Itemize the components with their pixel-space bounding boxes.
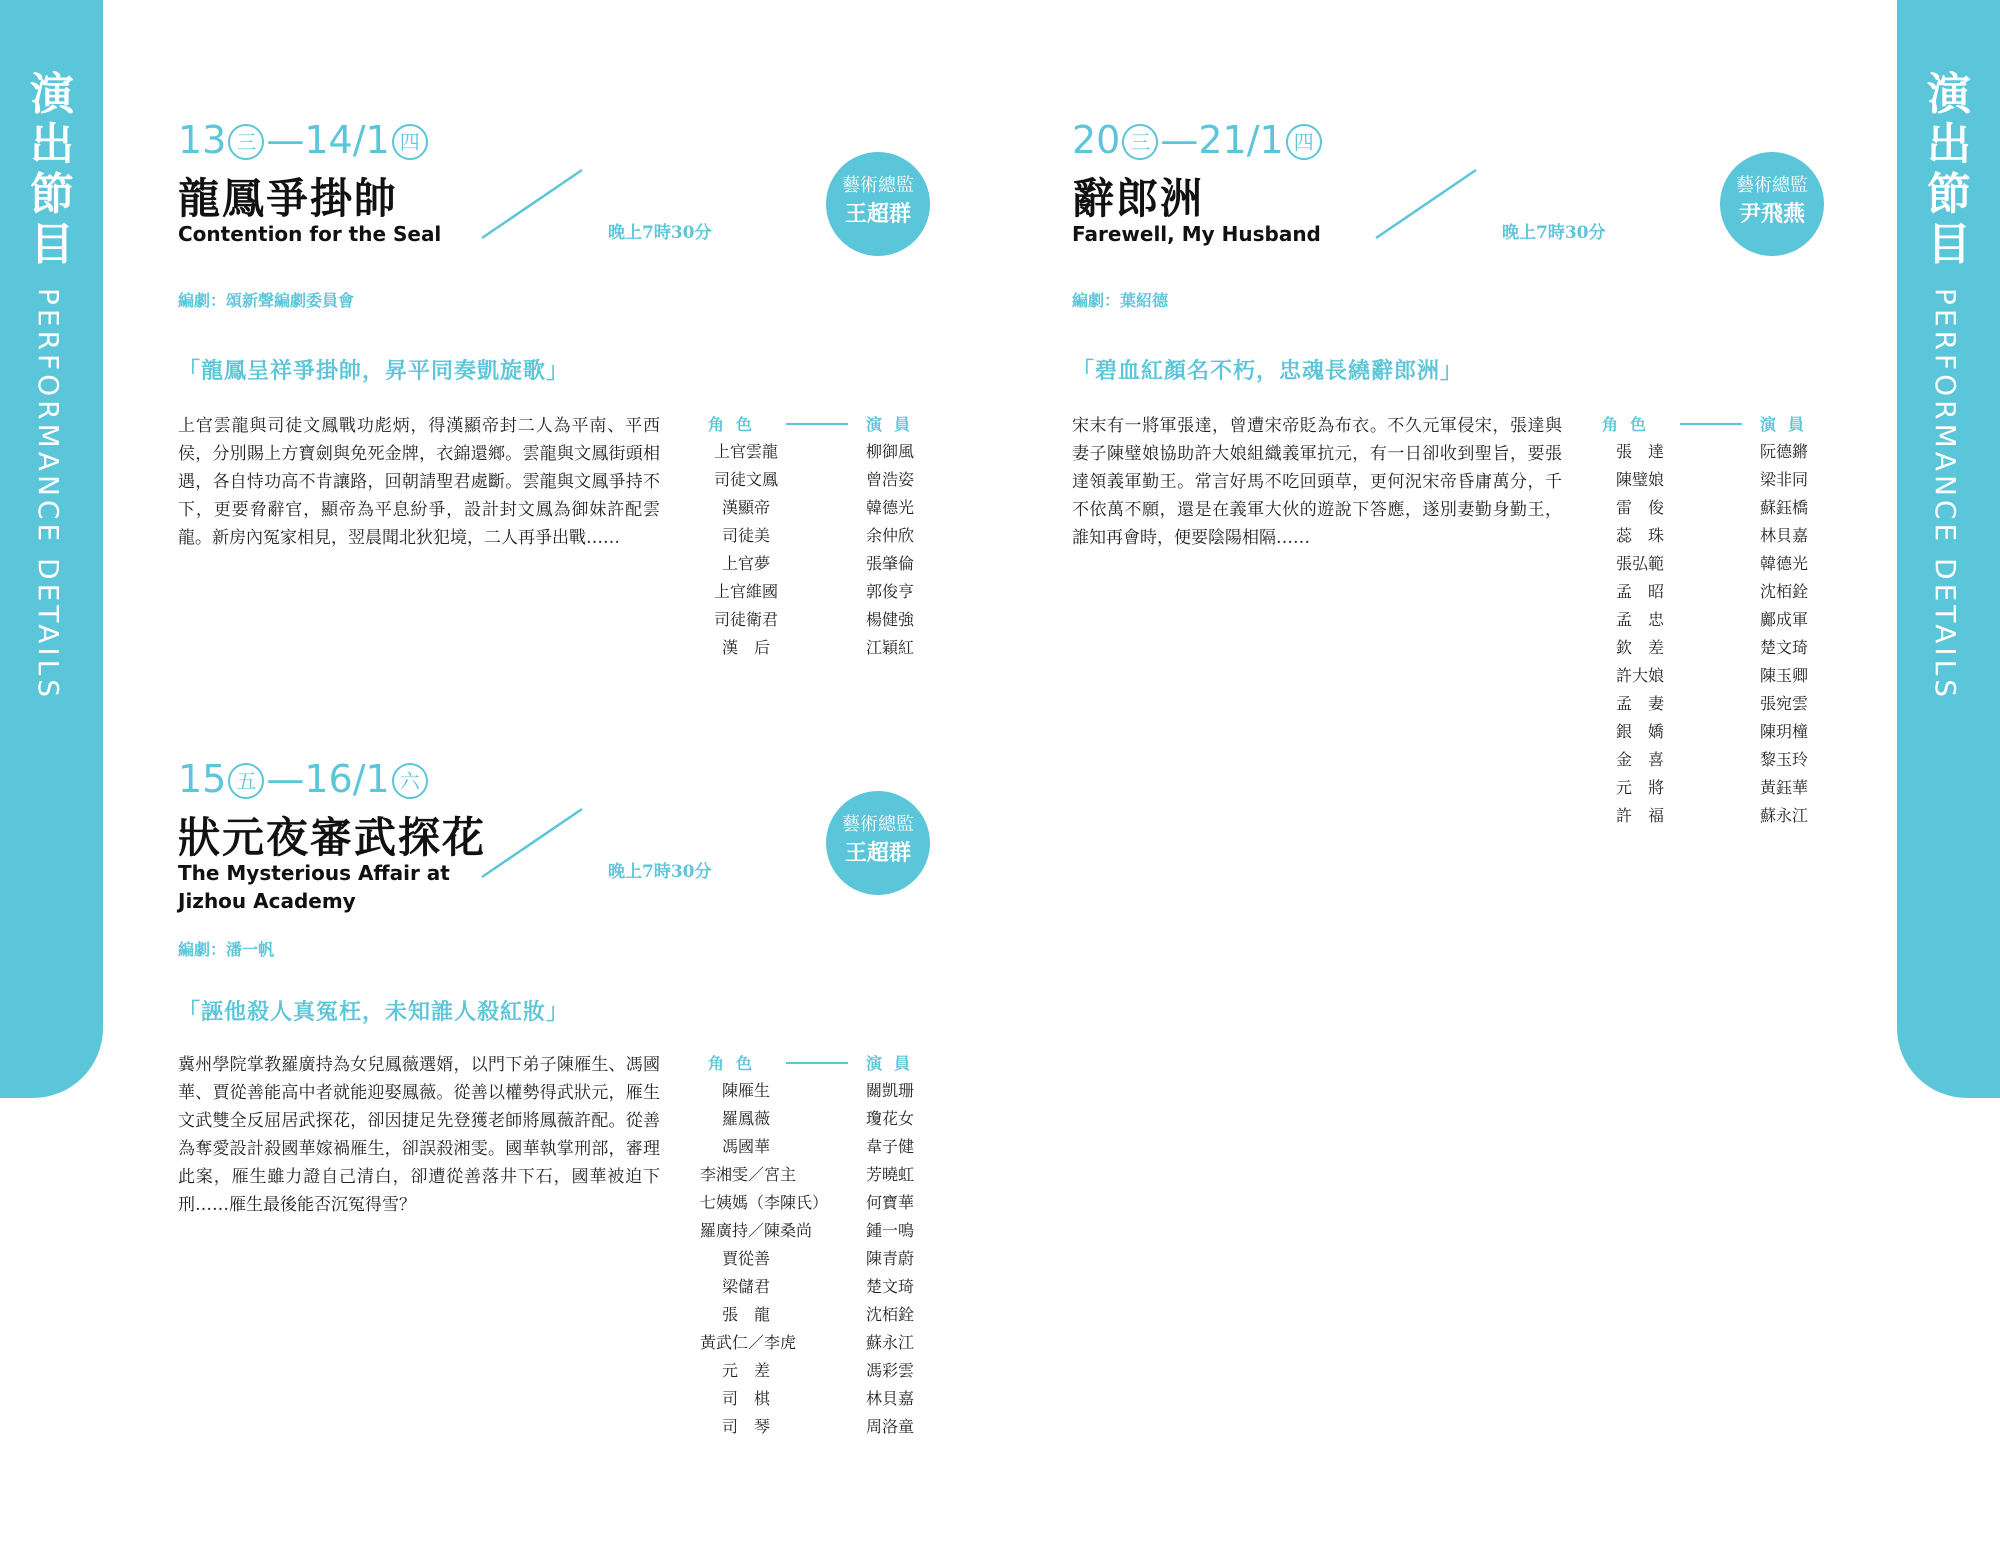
cast-role: 司 棋	[721, 1389, 770, 1408]
cast-actor: 楚文琦	[1759, 638, 1808, 657]
cast-list	[700, 412, 930, 662]
cast-actor: 沈栢銓	[1759, 582, 1808, 601]
cast-role: 司徒衛君	[713, 610, 778, 629]
decorative-slash	[480, 168, 584, 240]
cast-actor: 阮德鏘	[1759, 442, 1808, 461]
cast-role: 張 龍	[721, 1305, 770, 1324]
cast-actor: 韓德光	[1759, 554, 1808, 573]
cast-actor: 林貝嘉	[1759, 526, 1808, 545]
weekday-badge: 六	[392, 763, 428, 799]
cast-role: 黃武仁／李虎	[700, 1333, 797, 1352]
cast-row	[700, 1413, 930, 1441]
cast-actor-header: 演員	[866, 415, 923, 434]
side-tab-title-en: PERFORMANCE DETAILS	[1929, 288, 1962, 701]
cast-header-divider	[1680, 423, 1742, 425]
cast-role: 賈從善	[721, 1249, 770, 1268]
cast-header	[1594, 412, 1824, 438]
cast-role: 司徒文鳳	[713, 470, 778, 489]
cast-actor: 陳玉卿	[1759, 666, 1808, 685]
cast-actor: 林貝嘉	[865, 1389, 914, 1408]
cast-row	[700, 634, 930, 662]
cast-row	[700, 1189, 930, 1217]
cast-actor: 梁非同	[1759, 470, 1808, 489]
cast-actor: 張肇倫	[865, 554, 914, 573]
cast-actor: 張宛雲	[1759, 694, 1808, 713]
cast-actor-header: 演員	[1760, 415, 1817, 434]
cast-row	[700, 1301, 930, 1329]
show-title-en: The Mysterious Affair at Jizhou Academy	[178, 861, 450, 913]
cast-row	[1594, 718, 1824, 746]
artistic-director-badge	[826, 152, 930, 256]
cast-role: 金 喜	[1615, 750, 1664, 769]
cast-row	[700, 494, 930, 522]
badge-label: 藝術總監	[1736, 175, 1808, 196]
cast-actor: 曾浩姿	[865, 470, 914, 489]
cast-actor: 蘇鈺橋	[1759, 498, 1808, 517]
cast-row	[1594, 774, 1824, 802]
cast-role: 蕊 珠	[1615, 526, 1664, 545]
cast-actor: 余仲欣	[865, 526, 914, 545]
cast-actor: 陳青蔚	[865, 1249, 914, 1268]
cast-actor: 蘇永江	[1759, 806, 1808, 825]
cast-row	[1594, 550, 1824, 578]
cast-actor: 楚文琦	[865, 1277, 914, 1296]
cast-role: 元 差	[721, 1361, 770, 1380]
cast-row	[700, 1105, 930, 1133]
show-date: 20 三 —21/1 四	[1072, 118, 1324, 162]
cast-actor-header: 演員	[866, 1054, 923, 1073]
cast-role: 陳雁生	[721, 1081, 770, 1100]
badge-name: 王超群	[844, 840, 911, 866]
cast-role: 上官維國	[713, 582, 778, 601]
cast-role: 梁儲君	[721, 1277, 770, 1296]
cast-row	[700, 1357, 930, 1385]
cast-list	[700, 1051, 930, 1441]
cast-role: 孟 忠	[1615, 610, 1664, 629]
cast-role: 司徒美	[721, 526, 770, 545]
show-time: 晚上7時30分	[608, 862, 712, 882]
cast-role: 張弘範	[1615, 554, 1664, 573]
cast-role: 上官夢	[721, 554, 770, 573]
artistic-director-badge	[826, 791, 930, 895]
cast-row	[1594, 634, 1824, 662]
side-tab-left	[0, 0, 103, 1098]
weekday-badge: 三	[1122, 124, 1158, 160]
cast-role: 陳璧娘	[1615, 470, 1664, 489]
decorative-slash	[480, 807, 584, 879]
cast-actor: 楊健強	[865, 610, 914, 629]
cast-actor: 馮彩雲	[865, 1361, 914, 1380]
cast-role: 上官雲龍	[713, 442, 778, 461]
weekday-badge: 五	[228, 763, 264, 799]
cast-row	[700, 438, 930, 466]
cast-row	[1594, 466, 1824, 494]
cast-row	[1594, 578, 1824, 606]
cast-actor: 蘇永江	[865, 1333, 914, 1352]
weekday-badge: 四	[1286, 124, 1322, 160]
cast-role: 許大娘	[1615, 666, 1664, 685]
cast-header	[700, 1051, 930, 1077]
cast-row	[700, 1385, 930, 1413]
weekday-badge: 四	[392, 124, 428, 160]
badge-name: 尹飛燕	[1738, 201, 1805, 227]
cast-actor: 郭俊亨	[865, 582, 914, 601]
show-title-zh: 辭郎洲	[1072, 174, 1205, 223]
cast-header	[700, 412, 930, 438]
cast-row	[700, 1329, 930, 1357]
cast-role: 張 達	[1615, 442, 1664, 461]
cast-role: 李湘雯／宮主	[700, 1165, 797, 1184]
show-quote: 「誣他殺人真冤枉，未知誰人殺紅妝」	[178, 999, 570, 1025]
cast-role: 羅廣持／陳桑尚	[700, 1221, 813, 1240]
cast-role-header: 角色	[708, 415, 765, 434]
show-block	[178, 118, 958, 818]
cast-actor: 韓德光	[865, 498, 914, 517]
cast-list	[1594, 412, 1824, 830]
cast-row	[1594, 438, 1824, 466]
badge-label: 藝術總監	[842, 814, 914, 835]
artistic-director-badge	[1720, 152, 1824, 256]
show-title-en: Farewell, My Husband	[1072, 222, 1321, 246]
cast-role: 漢 后	[721, 638, 770, 657]
cast-header-divider	[786, 423, 848, 425]
show-writer: 編劇：潘一帆	[178, 940, 275, 959]
show-quote: 「龍鳳呈祥爭掛帥，昇平同奏凱旋歌」	[178, 358, 570, 384]
cast-role: 羅鳳薇	[721, 1109, 770, 1128]
weekday-badge: 三	[228, 124, 264, 160]
cast-actor: 韋子健	[865, 1137, 914, 1156]
show-title-zh: 龍鳳爭掛帥	[178, 174, 399, 223]
cast-role: 元 將	[1615, 778, 1664, 797]
cast-header-divider	[786, 1062, 848, 1064]
cast-role-header: 角色	[708, 1054, 765, 1073]
cast-actor: 芳曉虹	[865, 1165, 914, 1184]
cast-actor: 柳御風	[865, 442, 914, 461]
cast-row	[700, 1273, 930, 1301]
cast-row	[700, 550, 930, 578]
badge-label: 藝術總監	[842, 175, 914, 196]
cast-row	[700, 522, 930, 550]
cast-row	[700, 578, 930, 606]
side-tab-title-zh: 演出節目	[30, 69, 74, 270]
cast-role: 孟 昭	[1615, 582, 1664, 601]
cast-role: 雷 俊	[1615, 498, 1664, 517]
show-synopsis: 上官雲龍與司徒文鳳戰功彪炳，得漢顯帝封二人為平南、平西侯，分別賜上方寶劍與免死金牌，衣錦還鄉。雲龍與文鳳街頭相遇，各自恃功高不肯讓路，回朝請聖君處斷。雲龍與文鳳爭持不下，更要脅辭官，顯帝為平息紛爭，設計封文鳳為御妹許配雲龍。新房內冤家相見，翌晨聞北狄犯境，二人再爭出戰……	[178, 416, 660, 548]
cast-actor: 何寶華	[865, 1193, 914, 1212]
cast-role: 欽 差	[1615, 638, 1664, 657]
cast-row	[700, 1245, 930, 1273]
cast-actor: 關凱珊	[865, 1081, 914, 1100]
cast-role: 司 琴	[721, 1417, 770, 1436]
side-tab-title-en: PERFORMANCE DETAILS	[32, 288, 65, 701]
show-synopsis: 冀州學院掌教羅廣持為女兒鳳薇選婿，以門下弟子陳雁生、馮國華、賈從善能高中者就能迎娶鳳薇。從善以權勢得武狀元，雁生文武雙全反屈居武探花，卻因捷足先登獲老師將鳳薇許配。從善為奪愛設計殺國華嫁禍雁生，卻誤殺湘雯。國華執掌刑部，審理此案，雁生雖力證自己清白，卻遭從善落井下石，國華被迫下刑……雁生最後能否沉冤得雪？	[178, 1055, 660, 1215]
show-title-zh: 狀元夜審武探花	[178, 813, 487, 862]
show-writer: 編劇：頌新聲編劇委員會	[178, 291, 355, 310]
cast-actor: 瓊花女	[865, 1109, 914, 1128]
cast-actor: 江穎紅	[865, 638, 914, 657]
cast-role: 許 福	[1615, 806, 1664, 825]
side-tab-right	[1897, 0, 2000, 1098]
show-time: 晚上7時30分	[1502, 223, 1606, 243]
cast-row	[1594, 606, 1824, 634]
cast-role-header: 角色	[1602, 415, 1659, 434]
cast-actor: 黎玉玲	[1759, 750, 1808, 769]
show-time: 晚上7時30分	[608, 223, 712, 243]
side-tab-title-zh: 演出節目	[1927, 69, 1971, 270]
cast-row	[700, 1077, 930, 1105]
show-date: 15 五 —16/1 六	[178, 757, 430, 801]
show-date: 13 三 —14/1 四	[178, 118, 430, 162]
cast-actor: 周洛童	[865, 1417, 914, 1436]
cast-role: 銀 嬌	[1615, 722, 1664, 741]
badge-name: 王超群	[844, 201, 911, 227]
cast-row	[700, 1217, 930, 1245]
show-block	[1072, 118, 1852, 825]
cast-row	[1594, 690, 1824, 718]
cast-row	[1594, 522, 1824, 550]
cast-row	[700, 466, 930, 494]
show-quote: 「碧血紅顏名不朽，忠魂長繞辭郎洲」	[1072, 358, 1464, 384]
show-title-en: Contention for the Seal	[178, 222, 442, 246]
cast-role: 馮國華	[721, 1137, 770, 1156]
cast-actor: 沈栢銓	[865, 1305, 914, 1324]
cast-row	[1594, 662, 1824, 690]
show-block	[178, 757, 958, 1457]
cast-row	[700, 1161, 930, 1189]
cast-actor: 黃鈺華	[1759, 778, 1808, 797]
cast-row	[1594, 802, 1824, 830]
decorative-slash	[1374, 168, 1478, 240]
cast-row	[1594, 494, 1824, 522]
cast-actor: 鄺成軍	[1759, 610, 1808, 629]
cast-role: 七姨媽（李陳氏）	[700, 1193, 829, 1212]
cast-actor: 陳玥橦	[1759, 722, 1808, 741]
cast-row	[1594, 746, 1824, 774]
cast-row	[700, 1133, 930, 1161]
cast-role: 孟 妻	[1615, 694, 1664, 713]
cast-actor: 鍾一鳴	[865, 1221, 914, 1240]
show-writer: 編劇：葉紹德	[1072, 291, 1169, 310]
show-synopsis: 宋末有一將軍張達，曾遭宋帝貶為布衣。不久元軍侵宋，張達與妻子陳璧娘協助許大娘組織義軍抗元，有一日卻收到聖旨，要張達領義軍勤王。常言好馬不吃回頭草，更何況宋帝昏庸萬分，千不依萬不願，還是在義軍大伙的遊說下答應，遂別妻勤身勤王，誰知再會時，便要陰陽相隔……	[1072, 416, 1562, 548]
cast-row	[700, 606, 930, 634]
cast-role: 漢顯帝	[721, 498, 770, 517]
